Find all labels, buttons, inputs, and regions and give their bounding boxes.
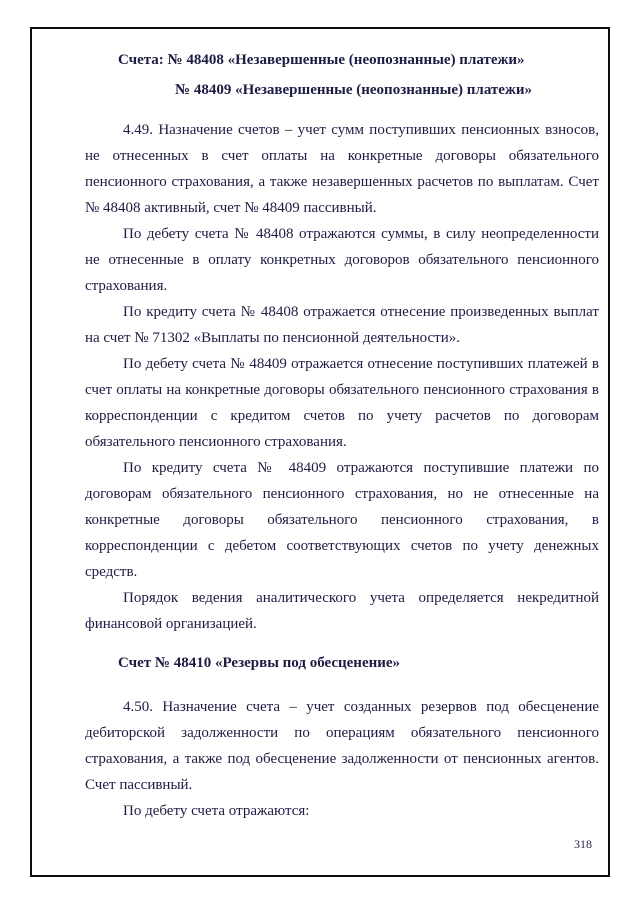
- paragraph-debit-48408: По дебету счета № 48408 отражаются суммы, в силу неопределенности не отнесенные в оплату конкретных договоров обязательного пенсионного страхования.: [85, 226, 599, 294]
- heading-account-48410: Счет № 48410 «Резервы под обесценение»: [118, 655, 401, 671]
- paragraph-analytical-accounting: Порядок ведения аналитического учета определяется некредитной финансовой организацией.: [85, 590, 599, 632]
- paragraph-450-purpose: 4.50. Назначение счета – учет созданных резервов под обесценение дебиторской задолженности по операциям обязательного пенсионного страхования, а также под обесценение задолженности от пенсионных агентов. Счет пассивный.: [85, 699, 599, 793]
- paragraph-debit-48409: По дебету счета № 48409 отражается отнесение поступивших платежей в счет оплаты на конкретные договоры обязательного пенсионного страхования в корреспонденции с кредитом счетов по учету расчетов по договорам обязательного пенсионного страхования.: [85, 356, 599, 450]
- document-content: [85, 45, 599, 824]
- heading-accounts-line1: Счета: № 48408 «Незавершенные (неопознанные) платежи»: [118, 52, 525, 68]
- paragraph-credit-48408: По кредиту счета № 48408 отражается отнесение произведенных выплат на счет № 71302 «Выплаты по пенсионной деятельности».: [85, 304, 599, 346]
- paragraph-credit-48409: По кредиту счета № 48409 отражаются поступившие платежи по договорам обязательного пенсионного страхования, но не отнесенные на конкретные договоры обязательного пенсионного страхования, в корреспонденции с дебетом соответствующих счетов по учету денежных средств.: [85, 460, 599, 580]
- page-number: 318: [574, 837, 592, 851]
- paragraph-debit-reflected: По дебету счета отражаются:: [123, 803, 310, 819]
- heading-accounts: [85, 45, 599, 105]
- paragraph-449-purpose: 4.49. Назначение счетов – учет сумм поступивших пенсионных взносов, не отнесенных в счет оплаты на конкретные договоры обязательного пенсионного страхования, а также незавершенных расчетов по выплатам. Счет № 48408 активный, счет № 48409 пассивный.: [85, 122, 599, 216]
- heading-accounts-line2: № 48409 «Незавершенные (неопознанные) платежи»: [175, 82, 532, 98]
